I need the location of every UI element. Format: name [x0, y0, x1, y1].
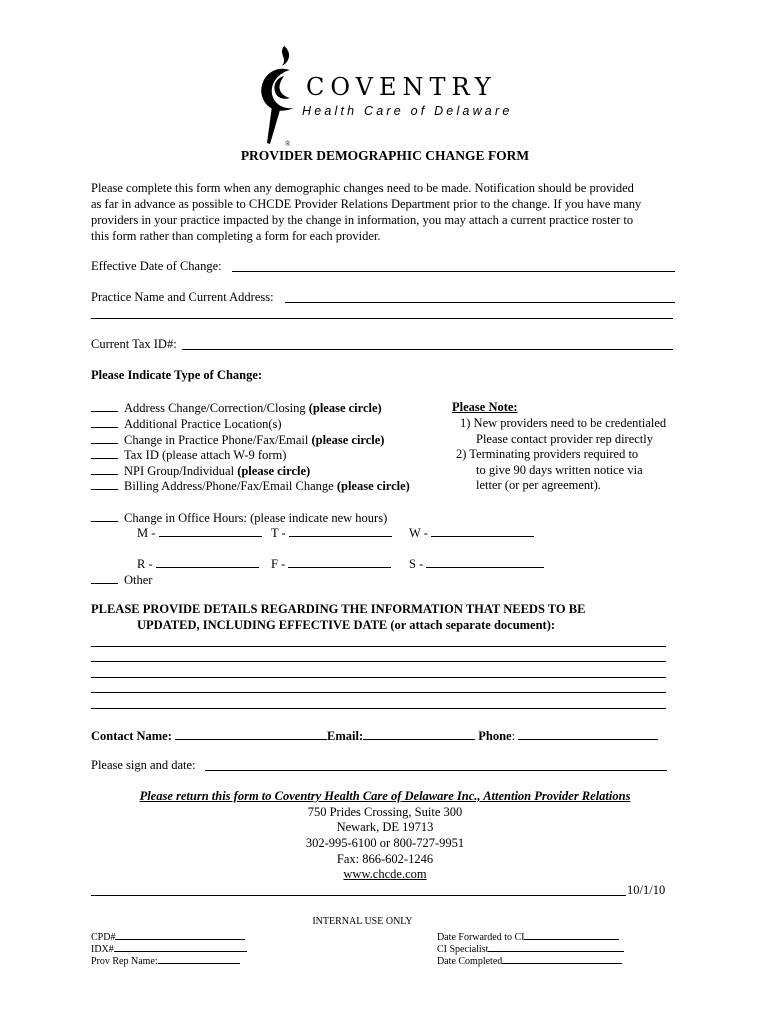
note-line: 2) Terminating providers required to — [456, 447, 639, 461]
note-line: 1) New providers need to be credentialed — [460, 416, 667, 430]
hours-field[interactable] — [156, 555, 259, 568]
checkbox-blank[interactable] — [91, 462, 118, 475]
effective-date-label: Effective Date of Change: — [91, 259, 222, 273]
website-link[interactable]: www.chcde.com — [343, 867, 427, 881]
contact-name-label: Contact Name: — [91, 729, 172, 743]
hours-field[interactable] — [159, 524, 262, 537]
return-fax: Fax: 866-602-1246 — [336, 852, 434, 866]
option-label: Additional Practice Location(s) — [124, 417, 282, 431]
checkbox-blank[interactable] — [91, 477, 118, 490]
hours-wednesday[interactable] — [409, 524, 534, 541]
change-option-phone[interactable] — [91, 431, 384, 447]
option-label: NPI Group/Individual — [124, 464, 238, 478]
hours-monday[interactable] — [137, 524, 262, 541]
day-label: T - — [271, 526, 286, 540]
return-address2: Newark, DE 19713 — [336, 820, 434, 834]
return-phone: 302-995-6100 or 800-727-9951 — [305, 836, 465, 850]
hours-friday[interactable] — [271, 555, 391, 572]
note-heading: Please Note: — [452, 400, 518, 414]
day-label: S - — [409, 557, 424, 571]
practice-name-label: Practice Name and Current Address: — [91, 290, 274, 304]
brand-name: COVENTRY — [306, 73, 497, 101]
details-heading-line1: PLEASE PROVIDE DETAILS REGARDING THE INFORMATION THAT NEEDS TO BE — [91, 602, 586, 616]
hours-tuesday[interactable] — [271, 524, 392, 541]
internal-heading: INTERNAL USE ONLY — [312, 916, 413, 927]
internal-idx-label: IDX# — [91, 944, 114, 955]
note-line: letter (or per agreement). — [476, 478, 601, 492]
hours-field[interactable] — [288, 555, 391, 568]
option-label: Billing Address/Phone/Fax/Email Change — [124, 479, 337, 493]
option-label: Change in Practice Phone/Fax/Email — [124, 433, 312, 447]
return-address1: 750 Prides Crossing, Suite 300 — [307, 805, 463, 819]
option-label: Tax ID (please attach W-9 form) — [124, 448, 287, 462]
office-hours-label: Change in Office Hours: (please indicate new hours) — [124, 511, 388, 525]
contact-row — [91, 727, 658, 744]
internal-prov-rep-label: Prov Rep Name: — [91, 956, 158, 967]
option-note: (please circle) — [311, 433, 385, 447]
hours-field[interactable] — [289, 524, 392, 537]
day-label: F - — [271, 557, 286, 571]
intro-line: this form rather than completing a form for each provider. — [91, 229, 381, 243]
other-label: Other — [124, 573, 153, 587]
day-label: M - — [137, 526, 156, 540]
internal-cpd-field[interactable] — [115, 930, 245, 940]
internal-ci-specialist-field[interactable] — [488, 942, 624, 952]
checkbox-blank[interactable] — [91, 509, 118, 522]
internal-prov-rep — [91, 954, 240, 967]
intro-line: providers in your practice impacted by the change in information, you may attach a current practice roster to — [91, 213, 634, 227]
change-type-heading: Please Indicate Type of Change: — [91, 368, 263, 382]
change-option-office-hours[interactable] — [91, 509, 387, 525]
tax-id-field[interactable] — [182, 349, 673, 350]
change-option-address[interactable] — [91, 399, 382, 415]
practice-name-field[interactable] — [285, 302, 675, 303]
option-note: (please circle) — [308, 401, 382, 415]
internal-date-completed-field[interactable] — [502, 954, 622, 964]
change-option-billing[interactable] — [91, 477, 410, 493]
internal-date-forwarded-field[interactable] — [524, 930, 619, 940]
phone-field[interactable] — [518, 727, 658, 740]
internal-date-completed — [437, 954, 622, 967]
email-label: Email: — [327, 729, 364, 743]
details-line[interactable] — [91, 708, 666, 709]
details-line[interactable] — [91, 692, 666, 693]
option-note: (please circle) — [336, 479, 410, 493]
change-option-npi[interactable] — [91, 462, 310, 478]
change-option-additional-location[interactable] — [91, 415, 282, 431]
phone-colon: : — [511, 729, 516, 743]
revision-date: 10/1/10 — [627, 883, 666, 897]
details-line[interactable] — [91, 677, 666, 678]
effective-date-field[interactable] — [232, 271, 675, 272]
return-heading: Please return this form to Coventry Health Care of Delaware Inc., Attention Provider Relations — [139, 789, 631, 803]
contact-name-field[interactable] — [175, 727, 327, 740]
torch-c-logo-icon — [250, 40, 310, 150]
note-line: Please contact provider rep directly — [476, 432, 654, 446]
phone-label: Phone — [478, 729, 512, 743]
intro-paragraph — [91, 180, 681, 244]
hours-thursday[interactable] — [137, 555, 259, 572]
hours-field[interactable] — [431, 524, 534, 537]
brand-subtitle: Health Care of Delaware — [302, 104, 513, 118]
option-note: (please circle) — [237, 464, 311, 478]
checkbox-blank[interactable] — [91, 431, 118, 444]
checkbox-blank[interactable] — [91, 446, 118, 459]
option-label: Address Change/Correction/Closing — [124, 401, 309, 415]
practice-address-field[interactable] — [91, 318, 673, 319]
signature-field[interactable] — [205, 770, 667, 771]
registered-mark: ® — [285, 140, 291, 148]
day-label: R - — [137, 557, 153, 571]
details-line[interactable] — [91, 661, 666, 662]
day-label: W - — [409, 526, 428, 540]
checkbox-blank[interactable] — [91, 399, 118, 412]
intro-line: as far in advance as possible to CHCDE Provider Relations Department prior to the change. If you have many — [91, 197, 642, 211]
internal-date-forwarded-label: Date Forwarded to CI — [437, 932, 525, 943]
note-line: to give 90 days written notice via — [476, 463, 643, 477]
internal-idx-field[interactable] — [114, 942, 247, 952]
change-option-tax-id[interactable] — [91, 446, 286, 462]
internal-cpd-label: CPD# — [91, 932, 116, 943]
change-option-other[interactable] — [91, 571, 152, 587]
hours-saturday[interactable] — [409, 555, 544, 572]
checkbox-blank[interactable] — [91, 571, 118, 584]
revision-rule — [91, 895, 626, 896]
tax-id-label: Current Tax ID#: — [91, 337, 177, 351]
sign-label: Please sign and date: — [91, 758, 196, 772]
internal-date-completed-label: Date Completed — [437, 956, 503, 967]
details-line[interactable] — [91, 646, 666, 647]
internal-prov-rep-field[interactable] — [158, 954, 240, 964]
coventry-logo — [250, 40, 540, 160]
checkbox-blank[interactable] — [91, 415, 118, 428]
form-title: PROVIDER DEMOGRAPHIC CHANGE FORM — [240, 148, 530, 163]
details-heading-line2: UPDATED, INCLUDING EFFECTIVE DATE (or attach separate document): — [137, 618, 556, 632]
email-field[interactable] — [363, 727, 475, 740]
hours-field[interactable] — [426, 555, 544, 568]
internal-ci-specialist-label: CI Specialist — [437, 944, 489, 955]
intro-line: Please complete this form when any demographic changes need to be made. Notification should be provided — [91, 181, 634, 195]
